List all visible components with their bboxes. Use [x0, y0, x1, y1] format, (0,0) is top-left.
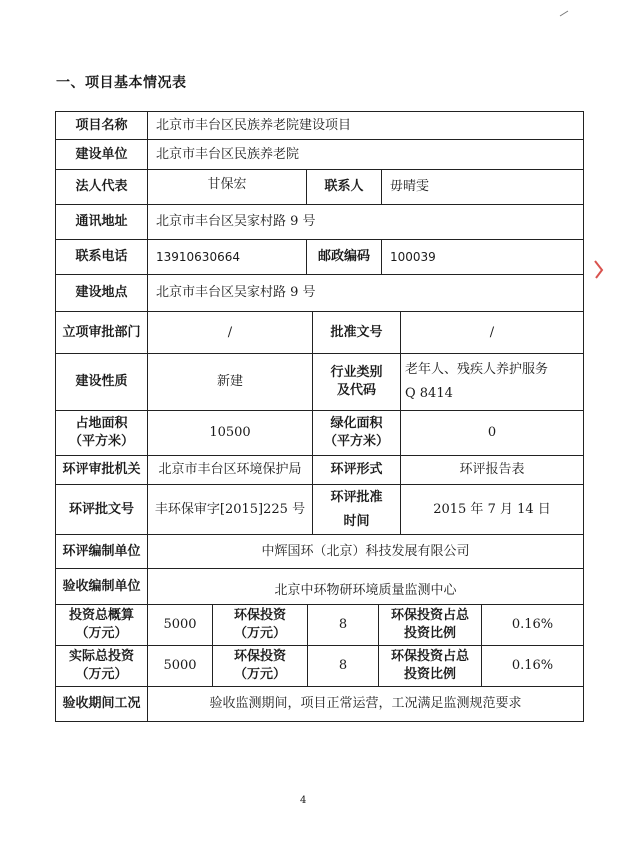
project-name-label: 项目名称: [55, 111, 148, 140]
actual-ratio-label: [378, 645, 482, 687]
actual-invest-label-line1: 实际总投资: [68, 649, 134, 664]
contact-value: 毋晴雯: [381, 169, 584, 205]
site-value: 北京市丰台区吴家村路 9 号: [147, 274, 584, 312]
approval-doc-label: 批准文号: [312, 311, 401, 354]
green-area-value: 0: [400, 410, 584, 456]
est-env-invest-line2: （万元）: [233, 626, 286, 641]
approval-dept-label: 立项审批部门: [55, 311, 148, 354]
page-number: 4: [300, 795, 307, 806]
actual-invest-label: [55, 645, 148, 687]
eia-doc-label: 环评批文号: [55, 484, 148, 535]
address-value: 北京市丰台区吴家村路 9 号: [147, 204, 584, 240]
est-invest-label-line2: （万元）: [75, 626, 128, 641]
area-value: 10500: [147, 410, 313, 456]
area-label-line2: （平方米）: [68, 434, 134, 449]
actual-ratio-value: 0.16%: [481, 645, 584, 687]
green-area-label-line2: （平方米）: [323, 434, 389, 449]
eia-approval-time-line1: 环评批准: [330, 489, 383, 505]
legal-rep-label: 法人代表: [55, 169, 148, 205]
industry-value-line1: 老年人、残疾人养护服务: [405, 362, 549, 377]
acceptance-unit-label: 验收编制单位: [55, 568, 148, 605]
industry-label-line2: 及代码: [336, 383, 376, 398]
eia-unit-label: 环评编制单位: [55, 534, 148, 569]
est-ratio-line2: 投资比例: [403, 626, 456, 641]
project-name-value: 北京市丰台区民族养老院建设项目: [147, 111, 584, 140]
postal-code-value: 100039: [381, 239, 584, 275]
est-ratio-line1: 环保投资占总: [390, 608, 469, 623]
margin-red-mark: [592, 258, 606, 282]
nature-value: 新建: [147, 353, 313, 411]
eia-authority-value: 北京市丰台区环境保护局: [147, 455, 313, 485]
postal-code-label: 邮政编码: [306, 239, 382, 275]
est-invest-value: 5000: [147, 604, 213, 646]
est-env-invest-value: 8: [307, 604, 379, 646]
builder-label: 建设单位: [55, 139, 148, 170]
section-heading: 一、项目基本情况表: [56, 75, 187, 91]
industry-label: [312, 353, 401, 411]
actual-ratio-line1: 环保投资占总: [390, 649, 469, 664]
est-ratio-label: [378, 604, 482, 646]
actual-invest-value: 5000: [147, 645, 213, 687]
approval-dept-value: /: [147, 311, 313, 354]
address-label: 通讯地址: [55, 204, 148, 240]
actual-env-invest-line1: 环保投资: [233, 649, 286, 664]
actual-env-invest-value: 8: [307, 645, 379, 687]
est-ratio-value: 0.16%: [481, 604, 584, 646]
est-invest-label: [55, 604, 148, 646]
industry-value-line2: Q 8414: [405, 386, 453, 401]
eia-authority-label: 环评审批机关: [55, 455, 148, 485]
actual-ratio-line2: 投资比例: [403, 667, 456, 682]
eia-approval-time-line2: 时间: [343, 513, 370, 529]
actual-env-invest-label: [212, 645, 308, 687]
eia-doc-value: 丰环保审字[2015]225 号: [147, 484, 313, 535]
est-env-invest-label: [212, 604, 308, 646]
actual-invest-label-line2: （万元）: [75, 667, 128, 682]
eia-form-value: 环评报告表: [400, 455, 584, 485]
phone-label: 联系电话: [55, 239, 148, 275]
industry-value: [400, 353, 584, 411]
actual-env-invest-line2: （万元）: [233, 667, 286, 682]
eia-form-label: 环评形式: [312, 455, 401, 485]
green-area-label: [312, 410, 401, 456]
eia-approval-time-label: [312, 484, 401, 535]
contact-label: 联系人: [306, 169, 382, 205]
green-area-label-line1: 绿化面积: [330, 416, 383, 431]
area-label: [55, 410, 148, 456]
acceptance-unit-value: 北京中环物研环境质量监测中心: [147, 568, 584, 605]
industry-label-line1: 行业类别: [330, 365, 383, 380]
builder-value: 北京市丰台区民族养老院: [147, 139, 584, 170]
condition-value: 验收监测期间，项目正常运营，工况满足监测规范要求: [147, 686, 584, 722]
phone-value: 13910630664: [147, 239, 307, 275]
eia-unit-value: 中辉国环（北京）科技发展有限公司: [147, 534, 584, 569]
area-label-line1: 占地面积: [75, 416, 128, 431]
corner-scan-mark: [558, 8, 570, 20]
legal-rep-value: 甘保宏: [147, 169, 307, 205]
est-invest-label-line1: 投资总概算: [68, 608, 134, 623]
nature-label: 建设性质: [55, 353, 148, 411]
est-env-invest-line1: 环保投资: [233, 608, 286, 623]
approval-doc-value: /: [400, 311, 584, 354]
eia-approval-time-value: 2015 年 7 月 14 日: [400, 484, 584, 535]
condition-label: 验收期间工况: [55, 686, 148, 722]
site-label: 建设地点: [55, 274, 148, 312]
